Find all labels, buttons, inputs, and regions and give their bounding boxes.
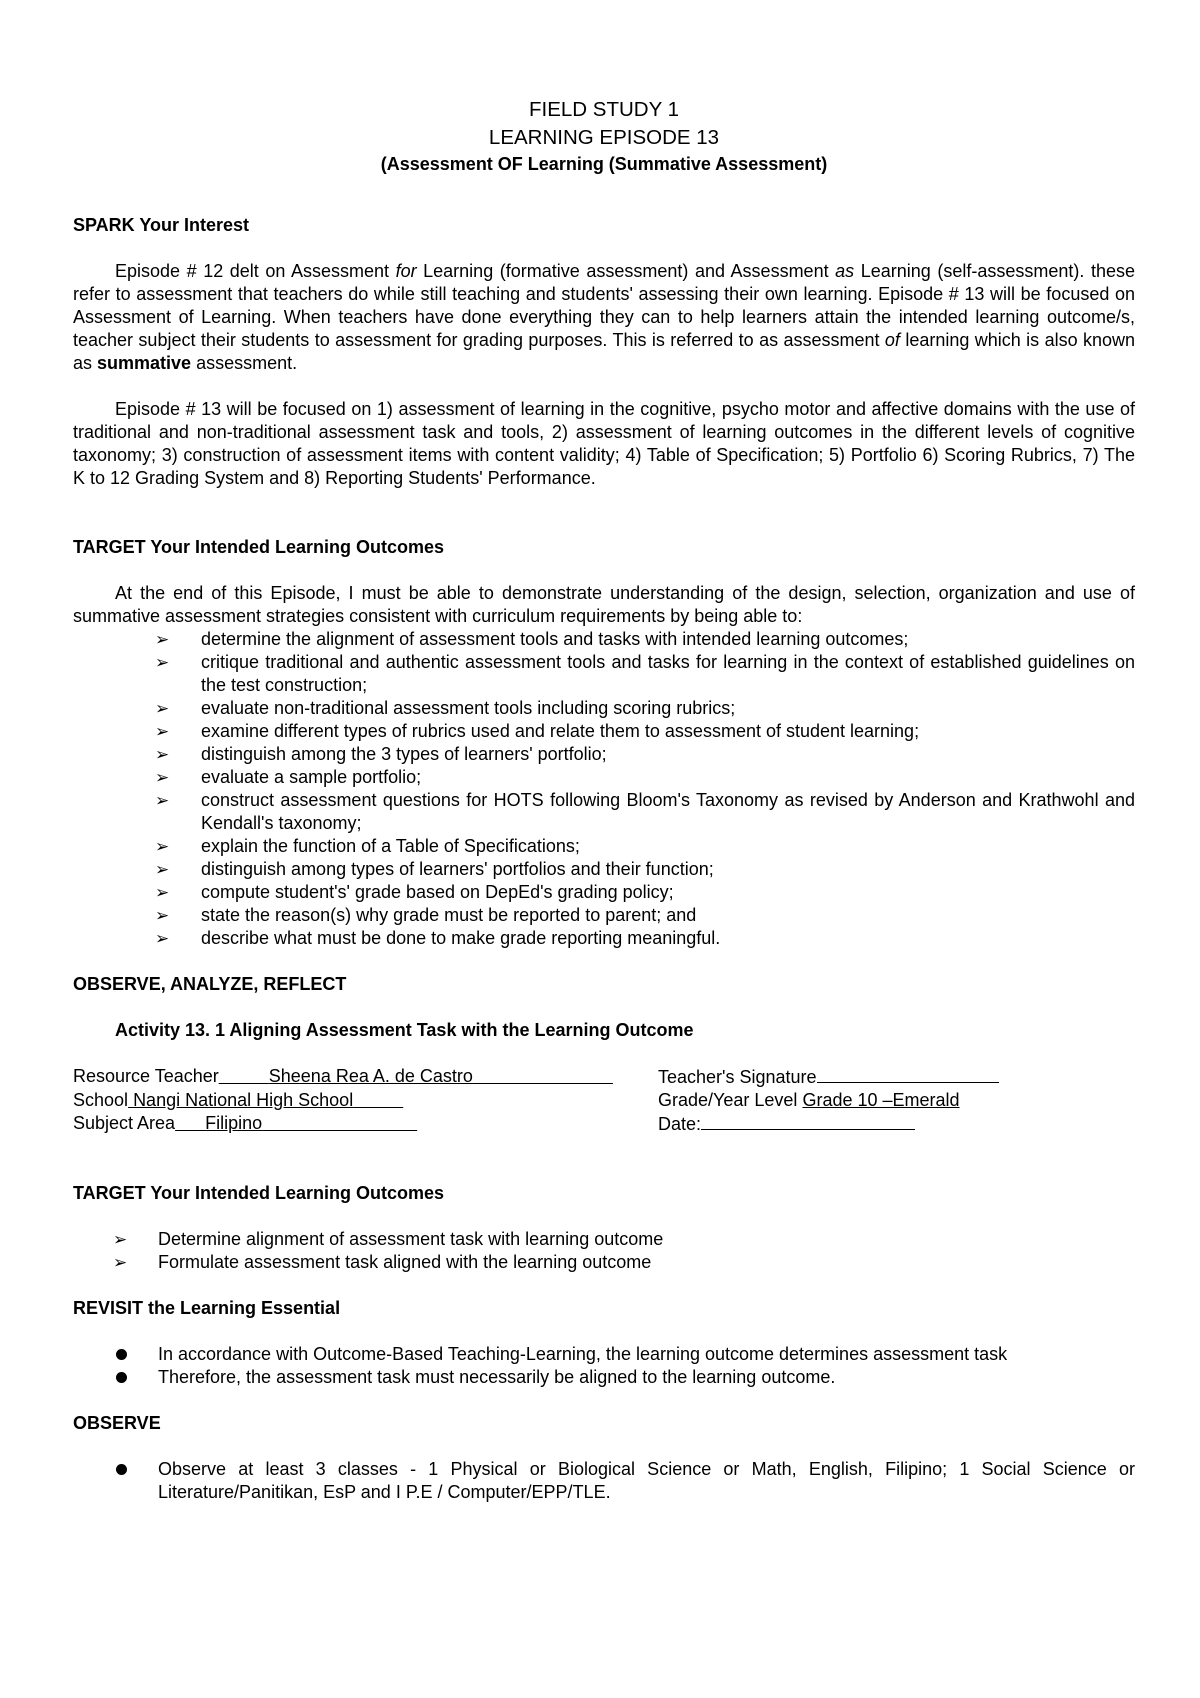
list-item: In accordance with Outcome-Based Teaching-Learning, the learning outcome determines assessment task: [158, 1343, 1135, 1366]
doc-title: FIELD STUDY 1: [529, 98, 679, 121]
school-field: School Nangi National High School: [73, 1089, 658, 1112]
arrow-bullet-icon: ➢: [155, 929, 170, 948]
observe-list: [73, 1458, 1135, 1504]
revisit-heading: REVISIT the Learning Essential: [73, 1298, 341, 1318]
arrow-bullet-icon: ➢: [113, 1230, 128, 1249]
list-item: ➢ distinguish among types of learners' portfolios and their function;: [155, 859, 714, 879]
arrow-bullet-icon: ➢: [155, 745, 170, 764]
spark-heading: SPARK Your Interest: [73, 215, 250, 235]
list-item: Observe at least 3 classes - 1 Physical or Biological Science or Math, English, Filipino; 1 Social Science or Literature/Panitikan, EsP and I P.E / Computer/EPP/TLE.: [158, 1458, 1135, 1504]
list-item: ➢ Formulate assessment task aligned with the learning outcome: [113, 1252, 652, 1272]
bullet-dot-icon: [116, 1464, 127, 1475]
list-item: ➢ construct assessment questions for HOTS following Bloom's Taxonomy as revised by Anderson and Krathwohl and Kendall's taxonomy;: [155, 790, 1135, 833]
arrow-bullet-icon: ➢: [155, 653, 170, 672]
subject-field: Subject Area Filipino: [73, 1112, 658, 1136]
document-page: [73, 96, 1135, 1504]
signature-blank[interactable]: [817, 1065, 999, 1083]
list-item: ➢ compute student's' grade based on DepEd's grading policy;: [155, 882, 674, 902]
revisit-list: [73, 1343, 1135, 1389]
arrow-bullet-icon: ➢: [155, 791, 170, 810]
target2-heading: TARGET Your Intended Learning Outcomes: [73, 1183, 445, 1203]
outcomes-list: [73, 628, 1135, 950]
activity-title: Activity 13. 1 Aligning Assessment Task with the Learning Outcome: [115, 1020, 694, 1040]
arrow-bullet-icon: ➢: [113, 1253, 128, 1272]
arrow-bullet-icon: ➢: [155, 722, 170, 741]
spark-paragraph-2: Episode # 13 will be focused on 1) assessment of learning in the cognitive, psycho motor and affective domains with the use of traditional and non-traditional assessment task and tools, 2) assessment of learning outcomes in the different levels of cognitive taxonomy; 3) construction of assessment items with content validity; 4) Table of Specification; 5) Portfolio 6) Scoring Rubrics, 7) The K to 12 Grading System and 8) Reporting Students' Performance.: [73, 399, 1135, 488]
bullet-dot-icon: [116, 1372, 127, 1383]
target-heading: TARGET Your Intended Learning Outcomes: [73, 537, 445, 557]
list-item: Therefore, the assessment task must necessarily be aligned to the learning outcome.: [158, 1366, 1135, 1389]
arrow-bullet-icon: ➢: [155, 699, 170, 718]
school-value: Nangi National High School: [133, 1090, 354, 1110]
grade-value: Grade 10 –Emerald: [802, 1090, 960, 1110]
date-blank[interactable]: [701, 1112, 915, 1130]
arrow-bullet-icon: ➢: [155, 860, 170, 879]
list-item: ➢ evaluate a sample portfolio;: [155, 767, 422, 787]
info-grid: [73, 1065, 1135, 1136]
arrow-bullet-icon: ➢: [155, 837, 170, 856]
arrow-bullet-icon: ➢: [155, 883, 170, 902]
date-field: Date:: [658, 1112, 1135, 1136]
list-item: ➢ distinguish among the 3 types of learners' portfolio;: [155, 744, 607, 764]
arrow-bullet-icon: ➢: [155, 630, 170, 649]
resource-teacher-field: Resource Teacher Sheena Rea A. de Castro: [73, 1065, 658, 1089]
list-item: ➢ evaluate non-traditional assessment tools including scoring rubrics;: [155, 698, 736, 718]
oar-heading: OBSERVE, ANALYZE, REFLECT: [73, 974, 347, 994]
list-item: ➢ examine different types of rubrics used and relate them to assessment of student learning;: [155, 721, 920, 741]
list-item: ➢ describe what must be done to make grade reporting meaningful.: [155, 928, 721, 948]
spark-paragraph-1: Episode # 12 delt on Assessment for Learning (formative assessment) and Assessment as Learning (self-assessment). these refer to assessment that teachers do while still teaching and students' assessing their own learning. Episode # 13 will be focused on Assessment of Learning. When teachers have done everything they can to help learners attain the intended learning outcome/s, teacher subject their students to assessment for grading purposes. This is referred to as assessment of learning which is also known as summative assessment.: [73, 261, 1136, 373]
list-item: ➢ state the reason(s) why grade must be reported to parent; and: [155, 905, 697, 925]
target2-list: [73, 1228, 1135, 1274]
arrow-bullet-icon: ➢: [155, 768, 170, 787]
bullet-dot-icon: [116, 1349, 127, 1360]
title-block: [73, 96, 1135, 176]
episode-title: LEARNING EPISODE 13: [488, 126, 720, 149]
target-intro: At the end of this Episode, I must be able to demonstrate understanding of the design, selection, organization and use of summative assessment strategies consistent with curriculum requirements by being able to:: [73, 583, 1135, 626]
resource-teacher-value: Sheena Rea A. de Castro: [268, 1066, 473, 1086]
observe-heading: OBSERVE: [73, 1413, 161, 1433]
arrow-bullet-icon: ➢: [155, 906, 170, 925]
grade-field: Grade/Year Level Grade 10 –Emerald: [658, 1090, 960, 1110]
list-item: ➢ explain the function of a Table of Specifications;: [155, 836, 580, 856]
list-item: ➢ critique traditional and authentic assessment tools and tasks for learning in the context of established guidelines on the test construction;: [155, 652, 1135, 695]
list-item: ➢ determine the alignment of assessment tools and tasks with intended learning outcomes;: [155, 629, 909, 649]
episode-subtitle: (Assessment OF Learning (Summative Assessment): [380, 154, 828, 174]
list-item: ➢ Determine alignment of assessment task with learning outcome: [113, 1229, 664, 1249]
subject-value: Filipino: [205, 1113, 263, 1133]
signature-field: Teacher's Signature: [658, 1065, 1135, 1089]
